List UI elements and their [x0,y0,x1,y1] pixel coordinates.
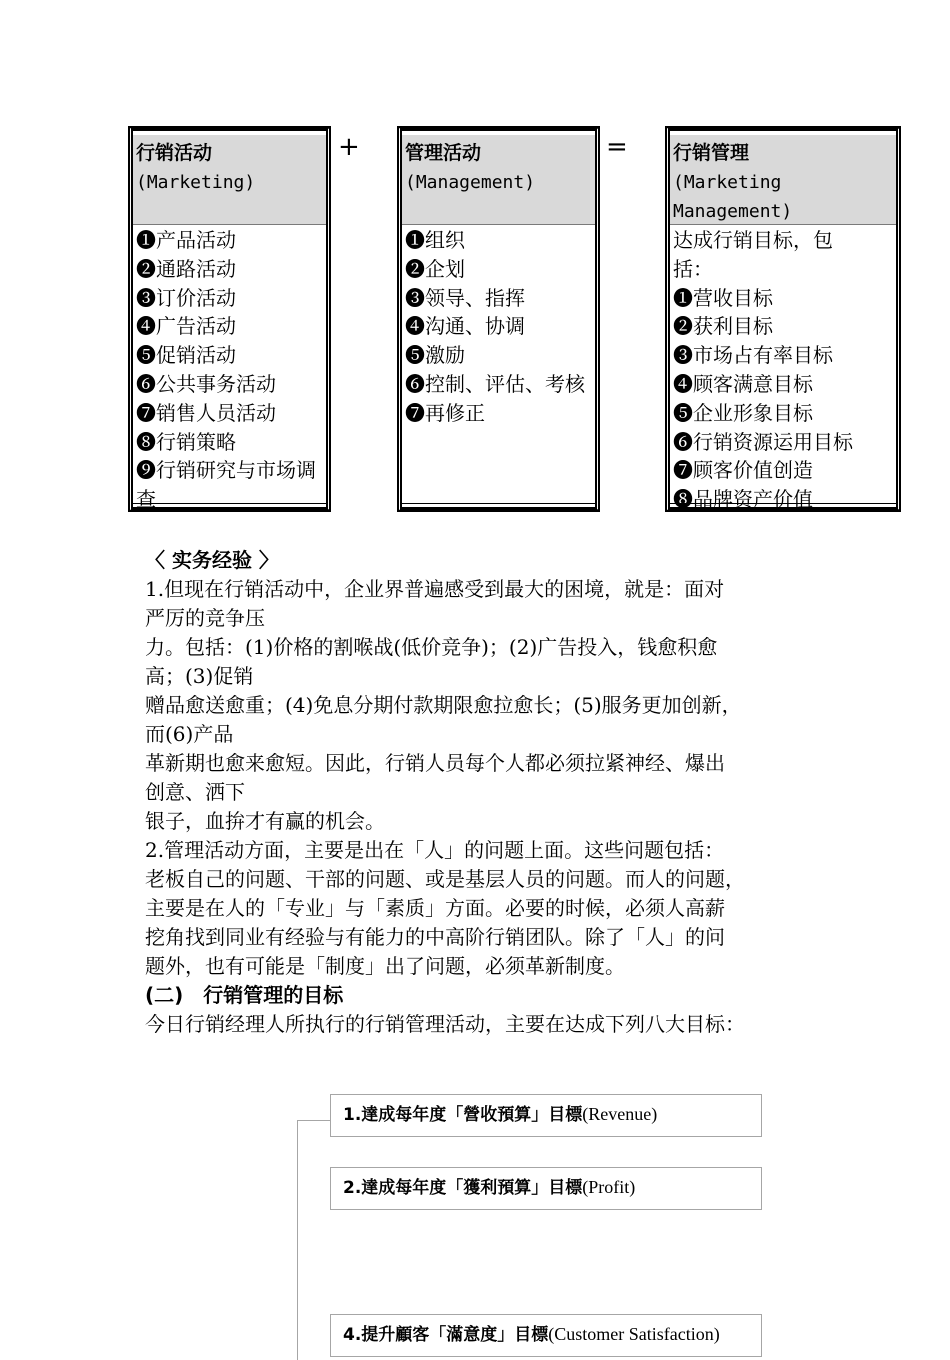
goal-label-en: (Profit) [582,1177,636,1197]
goal-label-en: (Customer Satisfaction) [548,1324,720,1344]
paragraph-line: 挖角找到同业有经验与有能力的中高阶行销团队。除了「人」的问 [145,925,725,949]
goal-revenue-box [330,1094,762,1137]
paragraph-line: 1.但现在行销活动中，企业界普遍感受到最大的困境，就是：面对 [145,577,725,601]
list-item: ❹广告活动 [136,314,236,339]
list-item: ❾行销研究与市场调查 [136,458,316,512]
marketing-box-header [133,135,326,225]
list-item: ❼再修正 [405,400,485,425]
goal-customer-satisfaction-box [330,1314,762,1357]
list-item: ❻公共事务活动 [136,371,276,396]
goal-label: 2.達成每年度「獲利預算」目標 [343,1178,583,1198]
list-item: ❺企业形象目标 [673,400,813,425]
list-item: ❷通路活动 [136,256,236,281]
paragraph-line: 高；(3)促销 [145,664,254,688]
paragraph-line: 2.管理活动方面，主要是出在「人」的问题上面。这些问题包括： [145,838,725,862]
practice-heading: 〈 实务经验 〉 [145,548,279,572]
list-item: ❼销售人员活动 [136,400,276,425]
list-item: ❺激励 [405,343,465,368]
list-item: ❽行销策略 [136,429,236,454]
marketing-management-box-header [670,135,896,225]
list-item: ❽品牌资产价值 [673,487,813,512]
paragraph-line: 赠品愈送愈重；(4)免息分期付款期限愈拉愈长；(5)服务更加创新， [145,693,742,717]
list-item: ❶组织 [405,228,465,252]
marketing-activities-box [128,126,331,512]
marketing-management-box-title: 行销管理 [673,142,750,164]
management-activities-box [397,126,600,512]
list-item: ❸市场占有率目标 [673,343,833,368]
list-item: ❷获利目标 [673,314,773,339]
list-item: ❸订价活动 [136,285,236,310]
goals-heading: (二) 行销管理的目标 [145,983,344,1007]
goal-label-en: (Revenue) [582,1104,658,1124]
paragraph-line: 主要是在人的「专业」与「素质」方面。必要的时候，必须人高薪 [145,896,725,920]
paragraph-line: 严厉的竞争压 [145,606,265,630]
goals-intro: 今日行销经理人所执行的行销管理活动，主要在达成下列八大目标： [145,1012,745,1036]
marketing-box-list [133,226,326,514]
paragraph-line: 革新期也愈来愈短。因此，行销人员每个人都必须拉紧神经、爆出 [145,751,725,775]
management-box-list [402,226,595,428]
goal-label: 1.達成每年度「營收預算」目標 [343,1105,583,1125]
marketing-management-box [665,126,901,512]
equals-operator: = [606,132,628,162]
goals-bracket-line [297,1120,298,1360]
marketing-management-box-list [670,226,855,514]
management-box-subtitle: (Management) [405,172,536,193]
goal-label: 4.提升顧客「滿意度」目標 [343,1325,549,1345]
plus-operator: + [338,132,360,162]
goal-profit-box [330,1167,762,1210]
list-item: ❻控制、评估、考核 [405,371,585,396]
marketing-box-subtitle: (Marketing) [136,172,256,193]
list-item: 达成行销目标，包括： [673,228,833,281]
paragraph-line: 银子，血拚才有赢的机会。 [145,809,385,833]
paragraph-line: 力。包括：(1)价格的割喉战(低价竞争)；(2)广告投入，钱愈积愈 [145,635,718,659]
list-item: ❹顾客满意目标 [673,371,813,396]
list-item: ❹沟通、协调 [405,314,525,339]
list-item: ❶产品活动 [136,228,236,252]
management-box-title: 管理活动 [405,142,482,164]
management-box-header [402,135,595,225]
goals-bracket-connector [297,1120,330,1121]
list-item: ❸领导、指挥 [405,285,525,310]
practice-section [145,546,810,1039]
paragraph-line: 创意、洒下 [145,780,245,804]
paragraph-line: 老板自己的问题、干部的问题、或是基层人员的问题。而人的问题， [145,867,745,891]
list-item: ❷企划 [405,256,465,281]
marketing-management-box-subtitle: (Marketing Management) [673,172,793,222]
list-item: ❼顾客价值创造 [673,458,813,483]
paragraph-line: 而(6)产品 [145,722,234,746]
marketing-box-title: 行销活动 [136,142,213,164]
list-item: ❻行销资源运用目标 [673,429,853,454]
list-item: ❶营收目标 [673,285,773,310]
list-item: ❺促销活动 [136,343,236,368]
paragraph-line: 题外，也有可能是「制度」出了问题，必须革新制度。 [145,954,625,978]
